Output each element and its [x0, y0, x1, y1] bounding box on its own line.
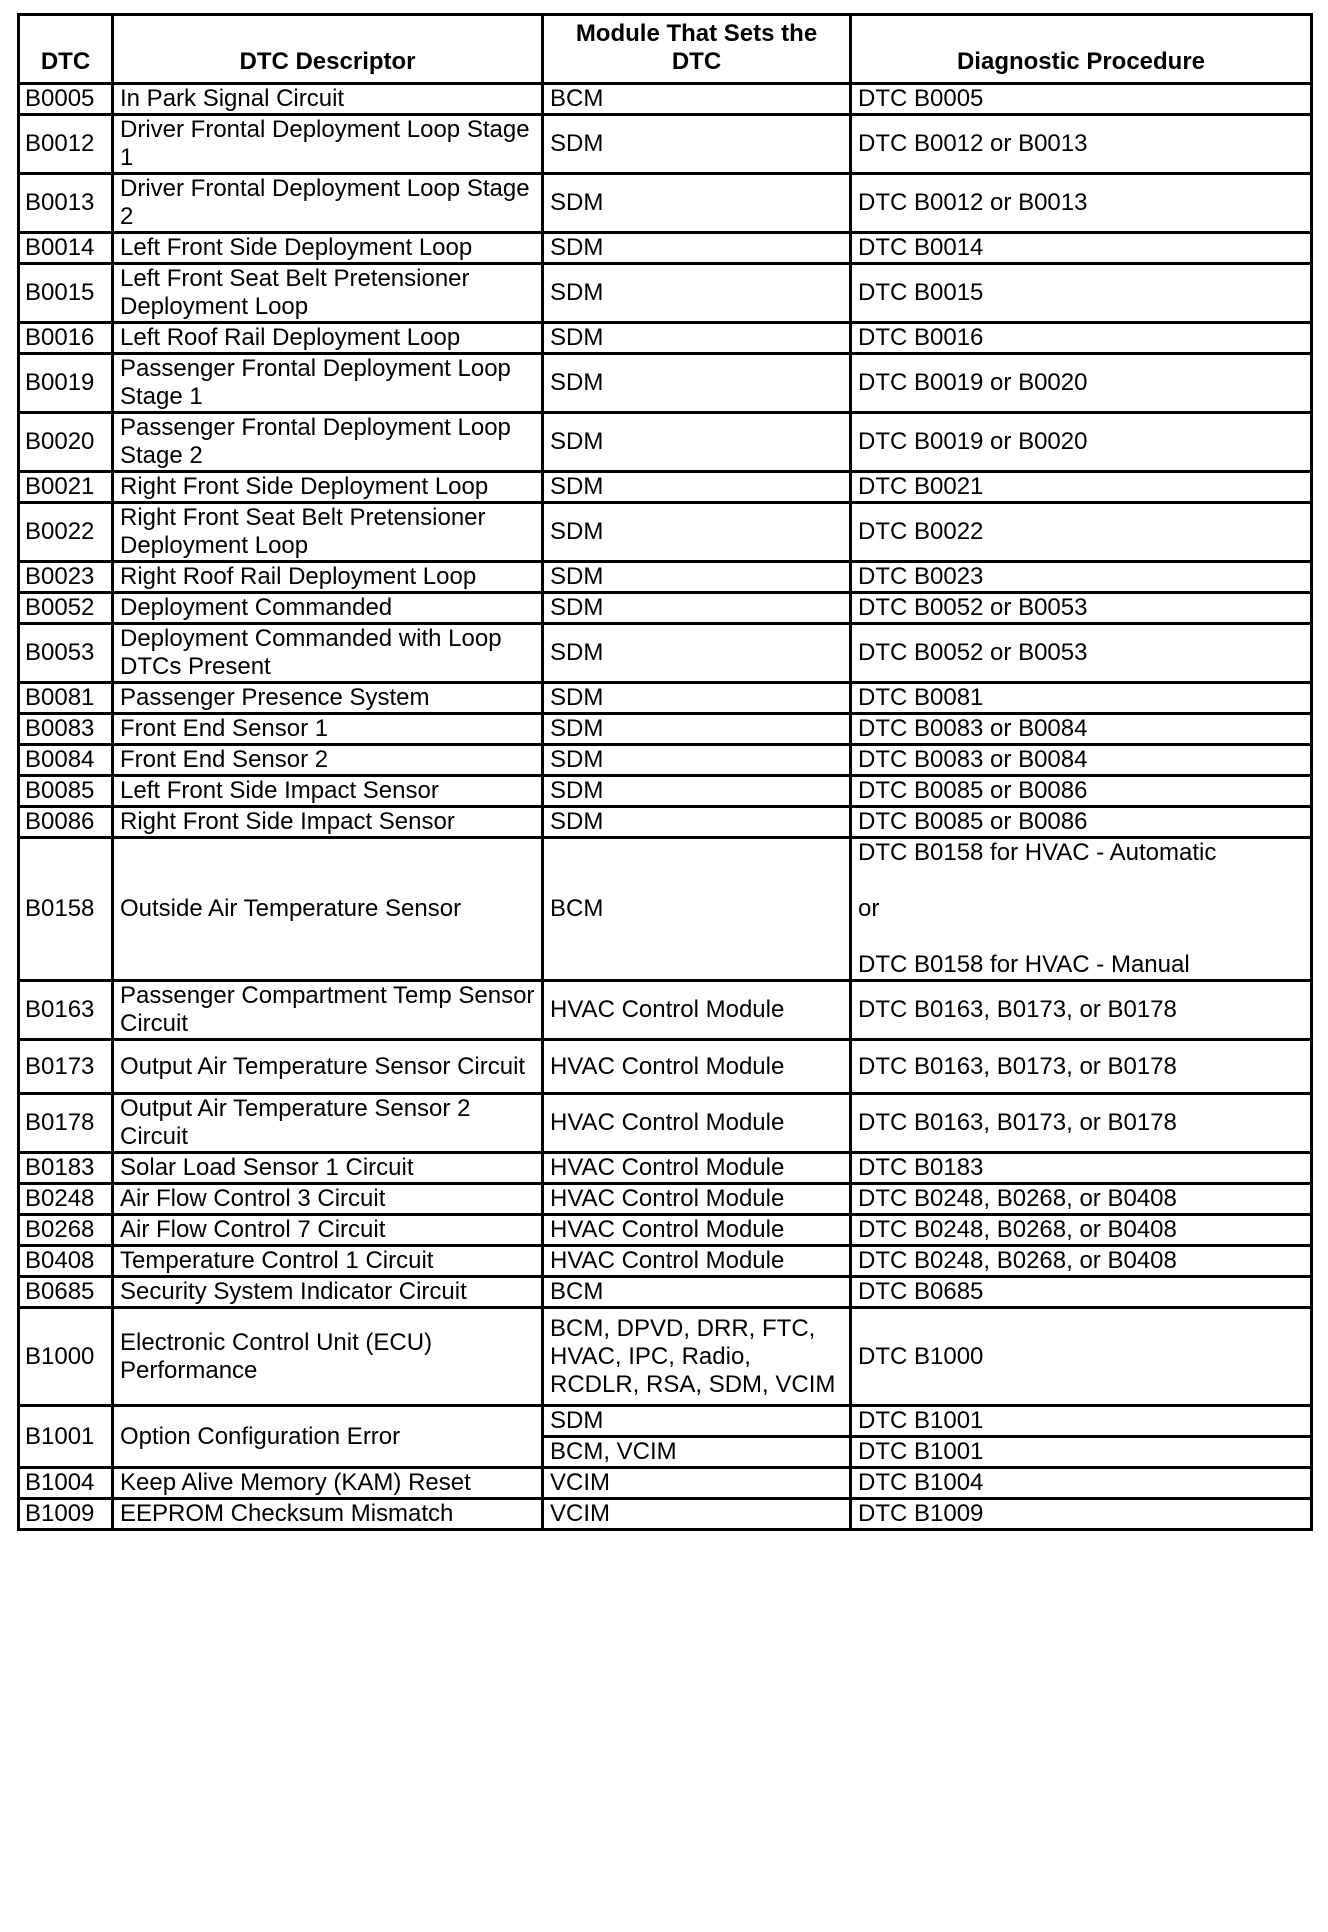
module-cell: BCM, VCIM	[543, 1437, 851, 1468]
table-row	[19, 1308, 1312, 1406]
table-row	[19, 562, 1312, 593]
dtc-code-cell: B0084	[19, 745, 113, 776]
header-row	[19, 15, 1312, 84]
procedure-cell: DTC B0163, B0173, or B0178	[851, 1040, 1312, 1094]
module-cell: SDM	[543, 624, 851, 683]
module-cell: SDM	[543, 264, 851, 323]
dtc-code-cell: B0268	[19, 1215, 113, 1246]
dtc-descriptor-cell: Right Front Side Deployment Loop	[113, 472, 543, 503]
table-row	[19, 472, 1312, 503]
dtc-descriptor-cell: Air Flow Control 3 Circuit	[113, 1184, 543, 1215]
procedure-cell: DTC B0183	[851, 1153, 1312, 1184]
dtc-descriptor-cell: Left Front Side Impact Sensor	[113, 776, 543, 807]
table-row	[19, 1277, 1312, 1308]
dtc-table	[17, 13, 1313, 1531]
dtc-code-cell: B0248	[19, 1184, 113, 1215]
module-cell: VCIM	[543, 1468, 851, 1499]
procedure-cell: DTC B0012 or B0013	[851, 115, 1312, 174]
dtc-descriptor-cell: Passenger Frontal Deployment Loop Stage 2	[113, 413, 543, 472]
procedure-cell: DTC B0052 or B0053	[851, 624, 1312, 683]
dtc-descriptor-cell: Right Front Seat Belt Pretensioner Deployment Loop	[113, 503, 543, 562]
dtc-descriptor-cell: Right Front Side Impact Sensor	[113, 807, 543, 838]
procedure-cell: DTC B0052 or B0053	[851, 593, 1312, 624]
dtc-descriptor-cell: Output Air Temperature Sensor 2 Circuit	[113, 1094, 543, 1153]
procedure-cell: DTC B1000	[851, 1308, 1312, 1406]
dtc-descriptor-cell: Security System Indicator Circuit	[113, 1277, 543, 1308]
dtc-descriptor-cell: Option Configuration Error	[113, 1406, 543, 1468]
module-cell: SDM	[543, 593, 851, 624]
table-body	[19, 84, 1312, 1530]
dtc-descriptor-cell: Front End Sensor 2	[113, 745, 543, 776]
table-row	[19, 115, 1312, 174]
procedure-cell: DTC B0081	[851, 683, 1312, 714]
dtc-descriptor-cell: Solar Load Sensor 1 Circuit	[113, 1153, 543, 1184]
procedure-paragraph: DTC B0158 for HVAC - Manual	[858, 951, 1190, 978]
table-row	[19, 838, 1312, 981]
table-row	[19, 776, 1312, 807]
dtc-descriptor-cell: Left Roof Rail Deployment Loop	[113, 323, 543, 354]
table-row	[19, 1468, 1312, 1499]
table-row	[19, 624, 1312, 683]
procedure-cell: DTC B0016	[851, 323, 1312, 354]
dtc-code-cell: B0163	[19, 981, 113, 1040]
module-cell: HVAC Control Module	[543, 1215, 851, 1246]
procedure-cell: DTC B0022	[851, 503, 1312, 562]
module-cell: HVAC Control Module	[543, 981, 851, 1040]
dtc-code-cell: B0685	[19, 1277, 113, 1308]
dtc-code-cell: B0014	[19, 233, 113, 264]
header-dtc: DTC	[19, 15, 113, 84]
header-descriptor: DTC Descriptor	[113, 15, 543, 84]
dtc-descriptor-cell: Temperature Control 1 Circuit	[113, 1246, 543, 1277]
module-cell: SDM	[543, 1406, 851, 1437]
module-cell: VCIM	[543, 1499, 851, 1530]
dtc-code-cell: B0021	[19, 472, 113, 503]
procedure-cell: DTC B0083 or B0084	[851, 714, 1312, 745]
dtc-code-cell: B0173	[19, 1040, 113, 1094]
table-row	[19, 593, 1312, 624]
module-cell: SDM	[543, 683, 851, 714]
dtc-descriptor-cell: Passenger Compartment Temp Sensor Circuit	[113, 981, 543, 1040]
dtc-code-cell: B0086	[19, 807, 113, 838]
procedure-cell: DTC B0014	[851, 233, 1312, 264]
module-cell: HVAC Control Module	[543, 1184, 851, 1215]
module-cell: SDM	[543, 323, 851, 354]
table-row	[19, 413, 1312, 472]
procedure-cell: DTC B0015	[851, 264, 1312, 323]
dtc-code-cell: B0052	[19, 593, 113, 624]
dtc-descriptor-cell: Front End Sensor 1	[113, 714, 543, 745]
module-cell: SDM	[543, 354, 851, 413]
module-cell: HVAC Control Module	[543, 1094, 851, 1153]
module-cell: SDM	[543, 503, 851, 562]
table-row	[19, 354, 1312, 413]
table-row	[19, 1153, 1312, 1184]
dtc-descriptor-cell: Right Roof Rail Deployment Loop	[113, 562, 543, 593]
table-row	[19, 1040, 1312, 1094]
module-cell: SDM	[543, 562, 851, 593]
dtc-descriptor-cell: Deployment Commanded	[113, 593, 543, 624]
procedure-cell: DTC B0085 or B0086	[851, 776, 1312, 807]
procedure-paragraph: DTC B0158 for HVAC - Automatic	[858, 839, 1217, 866]
procedure-cell: DTC B0005	[851, 84, 1312, 115]
dtc-code-cell: B0053	[19, 624, 113, 683]
dtc-code-cell: B1009	[19, 1499, 113, 1530]
dtc-code-cell: B0016	[19, 323, 113, 354]
dtc-descriptor-cell: Driver Frontal Deployment Loop Stage 1	[113, 115, 543, 174]
dtc-code-cell: B0019	[19, 354, 113, 413]
table-row	[19, 683, 1312, 714]
paragraph-gap	[858, 867, 1304, 895]
dtc-code-cell: B0183	[19, 1153, 113, 1184]
module-cell: SDM	[543, 413, 851, 472]
dtc-code-cell: B1001	[19, 1406, 113, 1468]
dtc-descriptor-cell: Deployment Commanded with Loop DTCs Present	[113, 624, 543, 683]
table-row	[19, 714, 1312, 745]
paragraph-gap	[858, 923, 1304, 951]
module-cell: HVAC Control Module	[543, 1246, 851, 1277]
dtc-descriptor-cell: EEPROM Checksum Mismatch	[113, 1499, 543, 1530]
module-cell: SDM	[543, 807, 851, 838]
dtc-descriptor-cell: Left Front Seat Belt Pretensioner Deployment Loop	[113, 264, 543, 323]
procedure-cell: DTC B0163, B0173, or B0178	[851, 1094, 1312, 1153]
module-cell: BCM	[543, 838, 851, 981]
procedure-cell: DTC B1001	[851, 1406, 1312, 1437]
dtc-code-cell: B0081	[19, 683, 113, 714]
table-row	[19, 745, 1312, 776]
dtc-code-cell: B1004	[19, 1468, 113, 1499]
dtc-descriptor-cell: Keep Alive Memory (KAM) Reset	[113, 1468, 543, 1499]
procedure-cell: DTC B1001	[851, 1437, 1312, 1468]
procedure-cell: DTC B0085 or B0086	[851, 807, 1312, 838]
module-cell: HVAC Control Module	[543, 1040, 851, 1094]
table-row	[19, 1406, 1312, 1437]
dtc-descriptor-cell: Electronic Control Unit (ECU) Performance	[113, 1308, 543, 1406]
module-cell: BCM	[543, 84, 851, 115]
procedure-cell: DTC B0023	[851, 562, 1312, 593]
dtc-code-cell: B0005	[19, 84, 113, 115]
module-cell: SDM	[543, 714, 851, 745]
module-cell: BCM, DPVD, DRR, FTC, HVAC, IPC, Radio, RCDLR, RSA, SDM, VCIM	[543, 1308, 851, 1406]
table-header	[19, 15, 1312, 84]
procedure-cell: DTC B0248, B0268, or B0408	[851, 1215, 1312, 1246]
procedure-cell: DTC B0019 or B0020	[851, 354, 1312, 413]
procedure-cell: DTC B0685	[851, 1277, 1312, 1308]
dtc-code-cell: B0020	[19, 413, 113, 472]
table-row	[19, 174, 1312, 233]
dtc-code-cell: B0012	[19, 115, 113, 174]
table-row	[19, 1246, 1312, 1277]
procedure-cell: DTC B0019 or B0020	[851, 413, 1312, 472]
table-row	[19, 1499, 1312, 1530]
dtc-code-cell: B0022	[19, 503, 113, 562]
table-row	[19, 264, 1312, 323]
table-row	[19, 1215, 1312, 1246]
dtc-descriptor-cell: Air Flow Control 7 Circuit	[113, 1215, 543, 1246]
procedure-cell: DTC B1009	[851, 1499, 1312, 1530]
header-procedure: Diagnostic Procedure	[851, 15, 1312, 84]
procedure-cell	[851, 838, 1312, 981]
table-row	[19, 1094, 1312, 1153]
module-cell: SDM	[543, 115, 851, 174]
module-cell: SDM	[543, 233, 851, 264]
dtc-descriptor-cell: Left Front Side Deployment Loop	[113, 233, 543, 264]
module-cell: SDM	[543, 776, 851, 807]
table-row	[19, 981, 1312, 1040]
module-cell: SDM	[543, 745, 851, 776]
dtc-descriptor-cell: Outside Air Temperature Sensor	[113, 838, 543, 981]
procedure-cell: DTC B0248, B0268, or B0408	[851, 1184, 1312, 1215]
table-row	[19, 807, 1312, 838]
module-cell: SDM	[543, 472, 851, 503]
dtc-descriptor-cell: In Park Signal Circuit	[113, 84, 543, 115]
dtc-code-cell: B0083	[19, 714, 113, 745]
dtc-code-cell: B0158	[19, 838, 113, 981]
dtc-code-cell: B0013	[19, 174, 113, 233]
dtc-descriptor-cell: Passenger Presence System	[113, 683, 543, 714]
table-row	[19, 323, 1312, 354]
dtc-descriptor-cell: Driver Frontal Deployment Loop Stage 2	[113, 174, 543, 233]
procedure-cell: DTC B0163, B0173, or B0178	[851, 981, 1312, 1040]
module-cell: HVAC Control Module	[543, 1153, 851, 1184]
procedure-cell: DTC B0248, B0268, or B0408	[851, 1246, 1312, 1277]
procedure-cell: DTC B0012 or B0013	[851, 174, 1312, 233]
dtc-descriptor-cell: Output Air Temperature Sensor Circuit	[113, 1040, 543, 1094]
procedure-cell: DTC B0083 or B0084	[851, 745, 1312, 776]
dtc-descriptor-cell: Passenger Frontal Deployment Loop Stage 1	[113, 354, 543, 413]
dtc-code-cell: B0015	[19, 264, 113, 323]
module-cell: SDM	[543, 174, 851, 233]
table-row	[19, 1184, 1312, 1215]
header-module: Module That Sets the DTC	[543, 15, 851, 84]
dtc-code-cell: B0408	[19, 1246, 113, 1277]
procedure-cell: DTC B0021	[851, 472, 1312, 503]
dtc-code-cell: B0085	[19, 776, 113, 807]
dtc-code-cell: B1000	[19, 1308, 113, 1406]
dtc-code-cell: B0023	[19, 562, 113, 593]
table-row	[19, 503, 1312, 562]
procedure-paragraph: or	[858, 895, 880, 922]
module-cell: BCM	[543, 1277, 851, 1308]
table-row	[19, 84, 1312, 115]
procedure-cell: DTC B1004	[851, 1468, 1312, 1499]
table-row	[19, 233, 1312, 264]
dtc-code-cell: B0178	[19, 1094, 113, 1153]
